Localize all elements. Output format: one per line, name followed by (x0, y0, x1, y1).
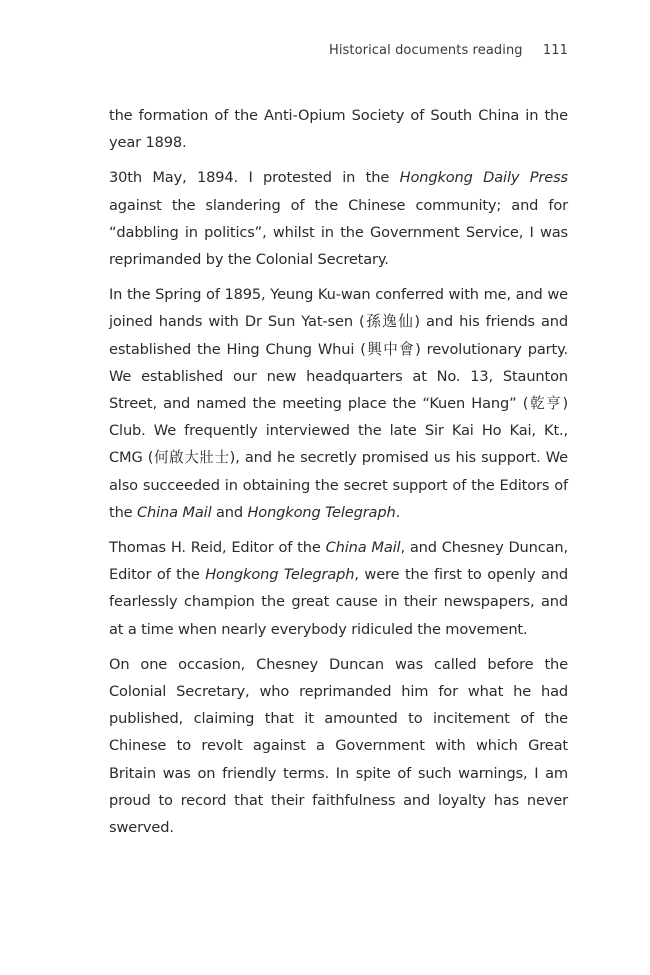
paragraph-4-text-c: , were the first to openly and fearlessly champion the great cause in their newspapers, and at a time when nearly everybody ridiculed the movement. (109, 566, 568, 638)
paragraph-2-text-a: 30th May, 1894. I protested in the (109, 169, 400, 187)
paragraph-3 (109, 281, 568, 526)
paragraph-3-text-c: . (395, 503, 401, 521)
newspaper-title: Hongkong Daily Press (399, 169, 568, 187)
paragraph-5-text: On one occasion, Chesney Duncan was called before the Colonial Secretary, who reprimanded him for what he had published, claiming that it amounted to incitement of the Chinese to revolt against a Government with which Great Britain was on friendly terms. In spite of such warnings, I am proud to record that their faithfulness and loyalty has never swerved. (109, 655, 568, 837)
page-number: 111 (542, 43, 568, 58)
paragraph-4-text-a: Thomas H. Reid, Editor of the (109, 539, 326, 557)
newspaper-title: China Mail (137, 503, 212, 521)
paragraph-2-text-b: against the slandering of the Chinese community; and for “dabbling in politics”, whilst in the Government Service, I was reprimanded by the Colonial Secretary. (109, 196, 568, 269)
newspaper-title: China Mail (325, 539, 401, 557)
newspaper-title: Hongkong Telegraph (205, 566, 355, 584)
running-header (329, 43, 568, 58)
paragraph-1-text: the formation of the Anti-Opium Society of South China in the year 1898. (109, 107, 568, 152)
paragraph-3-text-b: and (211, 503, 248, 521)
paragraph-3-text-a: In the Spring of 1895, Yeung Ku-wan conferred with me, and we joined hands with Dr Sun Yat-sen (孫逸仙) and his friends and established the Hing Chung Whui (興中會) revolutionary party. We established our new headquarters at No. 13, Staunton Street, and named the meeting place the “Kuen Hang” (乾亨) Club. We frequently interviewed the late Sir Kai Ho Kai, Kt., CMG (何啟大壯士), and he secretly promised us his support. We also succeeded in obtaining the secret support of the Editors of the (109, 286, 568, 521)
paragraph-2 (109, 164, 568, 273)
paragraph-1 (109, 102, 568, 156)
running-title: Historical documents reading (328, 43, 523, 58)
newspaper-title: Hongkong Telegraph (247, 503, 396, 521)
paragraph-4-text-b: , and Chesney Duncan, Editor of the (109, 539, 568, 584)
paragraph-4 (109, 534, 568, 643)
paragraph-5 (109, 651, 568, 841)
body-text (109, 102, 568, 849)
